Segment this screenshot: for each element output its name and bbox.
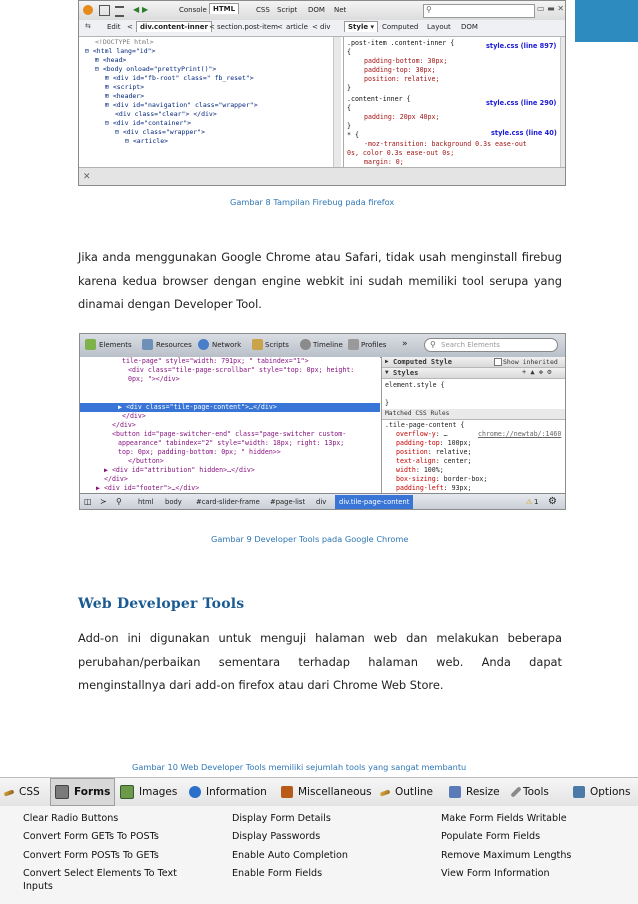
css-selector[interactable]: .post-item .content-inner { bbox=[347, 39, 455, 47]
property-value: … bbox=[443, 430, 448, 438]
tab-style[interactable]: Style ▾ bbox=[344, 21, 378, 32]
tab-layout[interactable]: Layout bbox=[427, 23, 451, 31]
tools-menu-button[interactable] bbox=[514, 778, 549, 806]
html-line[interactable]: ⊞ <script> bbox=[105, 83, 145, 91]
matched-rules-label: Matched CSS Rules bbox=[385, 410, 450, 417]
menu-item-view-form-info[interactable]: View Form Information bbox=[441, 868, 550, 879]
breadcrumb-item[interactable]: div bbox=[320, 23, 331, 31]
css-source-link[interactable]: style.css (line 290) bbox=[486, 99, 557, 107]
html-line[interactable]: ⊞ <div id="navigation" class="wrapper"> bbox=[105, 101, 258, 109]
arrow-right-icon[interactable]: ▶ bbox=[142, 5, 149, 14]
breadcrumb-arrow-icon: < bbox=[209, 23, 215, 31]
crumb-card-slider[interactable]: #card-slider-frame bbox=[196, 498, 260, 506]
rule-source-link[interactable]: chrome://newtab/:1460 bbox=[478, 430, 562, 438]
header-accent-bar bbox=[575, 0, 638, 42]
arrows-icon[interactable]: ⇆ bbox=[85, 22, 91, 30]
property-name: box-sizing bbox=[396, 475, 436, 483]
css-property[interactable]: padding-top: 30px; bbox=[364, 66, 436, 74]
style-panel bbox=[343, 37, 566, 167]
tab-scripts[interactable]: Scripts bbox=[265, 341, 289, 349]
timeline-icon bbox=[300, 339, 311, 350]
html-line-text: <head> bbox=[102, 56, 127, 64]
dom-line[interactable]: ▶ <div id="attribution" hidden>…</div> bbox=[104, 466, 255, 474]
element-style-rule[interactable]: element.style { bbox=[385, 381, 445, 389]
menu-item-display-form-details[interactable]: Display Form Details bbox=[232, 813, 331, 824]
menu-item-convert-posts[interactable]: Convert Form POSTs To GETs bbox=[23, 850, 159, 861]
html-line-text: <div class="clear"> </div> bbox=[115, 110, 217, 118]
images-menu-button[interactable] bbox=[120, 778, 177, 806]
css-property[interactable]: margin: 0; bbox=[364, 158, 404, 166]
section-heading: Web Developer Tools bbox=[78, 596, 245, 612]
dom-line[interactable]: appearance" tabindex="2" style="width: 18px; right: 13px; bbox=[118, 439, 345, 447]
collapse-icon: ▼ bbox=[385, 369, 389, 376]
menu-item-enable-form-fields[interactable]: Enable Form Fields bbox=[232, 868, 323, 879]
dom-line[interactable]: top: 0px; padding-bottom: 0px; " hidden>> bbox=[118, 448, 281, 456]
breadcrumb-arrow-icon: < bbox=[312, 23, 318, 31]
dom-line[interactable]: ▶ <div id="footer">…</div> bbox=[96, 484, 200, 492]
info-icon bbox=[189, 786, 201, 798]
warning-icon[interactable]: ⚠ bbox=[526, 498, 533, 506]
html-line[interactable]: ⊟ <article> bbox=[125, 137, 169, 145]
html-line-text: <article> bbox=[132, 137, 169, 145]
dom-line[interactable]: 0px; "></div> bbox=[128, 375, 180, 383]
css-brace: } bbox=[385, 399, 389, 407]
css-selector[interactable]: * { bbox=[347, 131, 359, 139]
property-value: 100%; bbox=[423, 466, 444, 474]
html-line-text: <html lang="id"> bbox=[92, 47, 156, 55]
css-property[interactable]: padding-bottom: 30px; bbox=[364, 57, 448, 65]
css-selector[interactable]: .content-inner { bbox=[347, 95, 411, 103]
images-menu-label: Images bbox=[139, 786, 178, 798]
styles-header[interactable] bbox=[382, 368, 566, 379]
property-name: padding-left bbox=[396, 484, 444, 492]
html-line[interactable] bbox=[115, 110, 217, 118]
devtools-status-bar bbox=[80, 493, 565, 510]
rule-property[interactable]: padding-top: 100px; bbox=[396, 439, 472, 447]
property-value: 100px; bbox=[447, 439, 472, 447]
css-brace: } bbox=[347, 84, 351, 92]
html-line-text: <header> bbox=[112, 92, 145, 100]
elements-panel bbox=[80, 357, 380, 493]
dom-line[interactable]: <div class="tile-page-scrollbar" style="top: 0px; height: bbox=[128, 366, 355, 374]
chrome-devtools-screenshot bbox=[79, 333, 566, 510]
resize-menu-label: Resize bbox=[466, 786, 500, 798]
tab-console[interactable]: Console bbox=[179, 6, 207, 14]
firebug-toolbar bbox=[79, 1, 565, 21]
menu-item-display-passwords[interactable]: Display Passwords bbox=[232, 831, 321, 842]
arrow-left-icon[interactable]: ◀ bbox=[133, 5, 140, 14]
dom-line-text: <div class="tile-page-content">…</div> bbox=[125, 403, 277, 411]
webdev-toolbar bbox=[0, 778, 638, 807]
wrench-icon bbox=[510, 786, 521, 797]
breadcrumb-arrow-icon: < bbox=[277, 23, 283, 31]
miscellaneous-menu-label: Miscellaneous bbox=[298, 786, 372, 798]
tab-html[interactable]: HTML bbox=[209, 3, 239, 14]
outline-menu-button[interactable] bbox=[380, 778, 433, 806]
tab-dom-side[interactable]: DOM bbox=[461, 23, 478, 31]
property-name: text-align bbox=[396, 457, 436, 465]
inspect-icon[interactable] bbox=[99, 5, 110, 16]
property-value: center; bbox=[443, 457, 472, 465]
property-name: width bbox=[396, 466, 416, 474]
paragraph-webdev bbox=[78, 627, 562, 698]
dom-line-text: <div id="footer">…</div> bbox=[103, 484, 200, 492]
forms-icon bbox=[55, 785, 69, 799]
settings-gear-icon[interactable]: ⚙ bbox=[548, 496, 557, 507]
image-icon bbox=[120, 785, 134, 799]
console-icon[interactable]: ≻ bbox=[100, 497, 107, 506]
figure-caption-8: Gambar 8 Tampilan Firebug pada firefox bbox=[230, 197, 395, 207]
menu-item-enable-auto-completion[interactable]: Enable Auto Completion bbox=[232, 850, 349, 861]
html-line[interactable]: ⊟ <html lang="id"> bbox=[85, 47, 156, 55]
firebug-status-bar bbox=[79, 167, 565, 186]
css-source-link[interactable]: style.css (line 897) bbox=[486, 42, 557, 50]
dom-line[interactable]: </div> bbox=[104, 475, 128, 483]
html-line-text: <div id="navigation" class="wrapper"> bbox=[112, 101, 258, 109]
rule-property[interactable]: padding-left: 93px; bbox=[396, 484, 472, 492]
forms-menu-label: Forms bbox=[74, 786, 111, 798]
information-menu-button[interactable] bbox=[189, 778, 267, 806]
html-line[interactable]: <!DOCTYPE html> bbox=[95, 38, 154, 46]
breadcrumb-item[interactable]: section.post-item bbox=[217, 23, 278, 31]
css-source-link[interactable]: style.css (line 40) bbox=[491, 129, 557, 137]
miscellaneous-menu-button[interactable] bbox=[281, 778, 372, 806]
property-name: position bbox=[396, 448, 428, 456]
inspect-search-icon[interactable]: ⚲ bbox=[116, 497, 122, 506]
tools-menu-label: Tools bbox=[523, 786, 549, 798]
menu-item-make-writable[interactable]: Make Form Fields Writable bbox=[441, 813, 567, 824]
dom-line[interactable]: tile-page" style="width: 791px; " tabindex="1"> bbox=[122, 357, 309, 365]
menu-item-clear-radio[interactable]: Clear Radio Buttons bbox=[23, 813, 119, 824]
styles-label: Styles bbox=[393, 369, 419, 377]
matched-rules-header bbox=[382, 409, 566, 420]
figure-caption-10: Gambar 10 Web Developer Tools memiliki sejumlah tools yang sangat membantu bbox=[132, 762, 467, 772]
dom-line-text: <div id="attribution" hidden>…</div> bbox=[111, 466, 255, 474]
style-actions-icon[interactable]: + ▲ ✥ ⚙ bbox=[522, 368, 552, 376]
elements-icon bbox=[85, 339, 96, 350]
search-icon: ⚲ bbox=[426, 5, 432, 14]
window-controls[interactable]: ▭ ▬ ✕ bbox=[537, 4, 564, 13]
search-elements-input[interactable] bbox=[424, 338, 558, 352]
rule-property[interactable]: box-sizing: border-box; bbox=[396, 475, 488, 483]
resize-menu-button[interactable] bbox=[449, 778, 500, 806]
tab-script[interactable]: Script bbox=[277, 6, 298, 14]
figure-caption-9: Gambar 9 Developer Tools pada Google Chrome bbox=[211, 534, 409, 544]
property-value: 93px; bbox=[451, 484, 472, 492]
breadcrumb-active[interactable]: div.content-inner bbox=[136, 21, 212, 32]
firebug-bug-icon[interactable] bbox=[83, 5, 93, 15]
options-icon bbox=[573, 786, 585, 798]
pencil-icon bbox=[4, 789, 15, 796]
firebug-search-box[interactable] bbox=[423, 4, 535, 18]
css-property[interactable]: position: relative; bbox=[364, 75, 440, 83]
html-line-text: <div id="container"> bbox=[112, 119, 192, 127]
menu-item-remove-max-lengths[interactable]: Remove Maximum Lengths bbox=[441, 850, 572, 861]
menu-icon[interactable] bbox=[115, 6, 124, 17]
rule-property[interactable]: width: 100%; bbox=[396, 466, 444, 474]
outline-menu-label: Outline bbox=[395, 786, 433, 798]
options-menu-button[interactable] bbox=[573, 778, 631, 806]
tab-net[interactable]: Net bbox=[334, 6, 347, 14]
crumb-tile-page-content[interactable]: div.tile-page-content bbox=[335, 495, 413, 509]
html-panel-scrollbar[interactable] bbox=[333, 37, 341, 167]
css-menu-button[interactable] bbox=[4, 778, 40, 806]
html-line[interactable]: ⊞ <head> bbox=[95, 56, 127, 64]
show-inherited-checkbox[interactable] bbox=[494, 358, 502, 366]
html-line-text: <script> bbox=[112, 83, 145, 91]
dom-line-selected[interactable]: ▶ <div class="tile-page-content">…</div> bbox=[118, 403, 277, 411]
forms-dropdown-menu bbox=[0, 806, 638, 904]
computed-style-label: Computed Style bbox=[393, 358, 453, 366]
html-line[interactable]: ⊞ <div id="fb-root" class=" fb_reset"> bbox=[105, 74, 254, 82]
rule-property[interactable]: text-align: center; bbox=[396, 457, 472, 465]
menu-item-convert-select-cont[interactable]: Inputs bbox=[23, 881, 53, 892]
search-placeholder: Search Elements bbox=[441, 341, 500, 349]
profiles-icon bbox=[348, 339, 359, 350]
tab-network[interactable]: Network bbox=[212, 341, 242, 349]
html-line[interactable]: ⊞ <header> bbox=[105, 92, 145, 100]
more-tabs-button[interactable]: » bbox=[402, 339, 408, 349]
options-menu-label: Options bbox=[590, 786, 631, 798]
network-icon bbox=[198, 339, 209, 350]
property-value: border-box; bbox=[443, 475, 488, 483]
search-icon: ⚲ bbox=[430, 340, 436, 349]
rule-property[interactable]: overflow-y: … bbox=[396, 430, 448, 438]
menu-item-convert-gets[interactable]: Convert Form GETs To POSTs bbox=[23, 831, 159, 842]
warning-count: 1 bbox=[534, 498, 539, 506]
css-property[interactable]: padding: 20px 40px; bbox=[364, 113, 440, 121]
tab-resources[interactable]: Resources bbox=[156, 341, 192, 349]
close-icon[interactable]: ✕ bbox=[83, 172, 91, 182]
css-menu-label: CSS bbox=[19, 786, 40, 798]
information-menu-label: Information bbox=[206, 786, 267, 798]
edit-button[interactable]: Edit bbox=[107, 23, 121, 31]
html-panel bbox=[79, 37, 341, 167]
css-brace: { bbox=[347, 48, 351, 56]
dom-line[interactable]: </button> bbox=[128, 457, 164, 465]
rule-property[interactable]: position: relative; bbox=[396, 448, 472, 456]
style-panel-scrollbar[interactable] bbox=[560, 37, 566, 167]
tab-computed[interactable]: Computed bbox=[382, 23, 419, 31]
breadcrumb-arrow-icon: < bbox=[127, 23, 133, 31]
tab-elements[interactable]: Elements bbox=[99, 341, 132, 349]
computed-style-header[interactable] bbox=[382, 357, 566, 368]
webdev-toolbar-screenshot bbox=[0, 777, 638, 904]
dom-line[interactable]: </div> bbox=[122, 412, 146, 420]
outline-pencil-icon bbox=[380, 789, 391, 796]
paragraph-chrome bbox=[78, 246, 562, 317]
html-line-text: <body onload="prettyPrint()"> bbox=[102, 65, 217, 73]
styles-panel bbox=[381, 357, 566, 493]
property-value: relative; bbox=[435, 448, 472, 456]
show-inherited-label: Show inherited bbox=[503, 358, 558, 366]
crumb-body[interactable]: body bbox=[165, 498, 182, 506]
tab-profiles[interactable]: Profiles bbox=[361, 341, 387, 349]
crumb-page-list[interactable]: #page-list bbox=[270, 498, 306, 506]
crumb-html[interactable]: html bbox=[138, 498, 154, 506]
html-line[interactable]: ⊟ <body onload="prettyPrint()"> bbox=[95, 65, 217, 73]
menu-item-populate-fields[interactable]: Populate Form Fields bbox=[441, 831, 541, 842]
html-line[interactable]: ⊟ <div id="container"> bbox=[105, 119, 192, 127]
devtools-toolbar bbox=[80, 334, 565, 358]
breadcrumb-item[interactable]: article bbox=[286, 23, 308, 31]
tab-style-label: Style bbox=[348, 23, 369, 31]
dock-icon[interactable]: ◫ bbox=[84, 497, 92, 506]
tab-dom[interactable]: DOM bbox=[308, 6, 325, 14]
expand-icon: ▶ bbox=[385, 358, 389, 365]
resources-icon bbox=[142, 339, 153, 350]
dom-line[interactable]: </div> bbox=[112, 421, 136, 429]
forms-menu-button[interactable] bbox=[50, 778, 115, 806]
resize-icon bbox=[449, 786, 461, 798]
tab-timeline[interactable]: Timeline bbox=[313, 341, 343, 349]
css-property[interactable]: 0s, color 0.3s ease-out 0s; bbox=[347, 149, 455, 157]
property-name: overflow-y bbox=[396, 430, 436, 438]
paragraph-text: Add-on ini digunakan untuk menguji halaman web dan melakukan beberapa perubahan/perbaikan sementara terhadap halaman web. Anda dapat menginstallnya dari add-on firefox atau dari Chrome Web Store. bbox=[78, 631, 562, 692]
html-line-text: <div class="wrapper"> bbox=[122, 128, 206, 136]
crumb-div[interactable]: div bbox=[316, 498, 327, 506]
firebug-breadcrumb-bar bbox=[79, 20, 565, 37]
html-line-text: <div id="fb-root" class=" fb_reset"> bbox=[112, 74, 254, 82]
html-line[interactable]: ⊟ <div class="wrapper"> bbox=[115, 128, 206, 136]
scripts-icon bbox=[252, 339, 263, 350]
property-name: padding-top bbox=[396, 439, 440, 447]
tab-css[interactable]: CSS bbox=[256, 6, 270, 14]
misc-icon bbox=[281, 786, 293, 798]
menu-item-convert-select[interactable]: Convert Select Elements To Text bbox=[23, 868, 177, 879]
paragraph-text: Jika anda menggunakan Google Chrome atau Safari, tidak usah menginstall firebug karena kedua browser dengan engine webkit ini sudah memiliki tool serupa yang dinamai dengan Developer Tool. bbox=[78, 250, 562, 311]
dom-line[interactable]: <button id="page-switcher-end" class="page-switcher custom- bbox=[112, 430, 347, 438]
rule-selector[interactable]: .tile-page-content { bbox=[385, 421, 465, 429]
css-brace: { bbox=[347, 104, 351, 112]
firebug-screenshot bbox=[78, 0, 566, 186]
css-property[interactable]: -moz-transition: background 0.3s ease-out bbox=[364, 140, 527, 148]
css-brace: } bbox=[347, 122, 351, 130]
